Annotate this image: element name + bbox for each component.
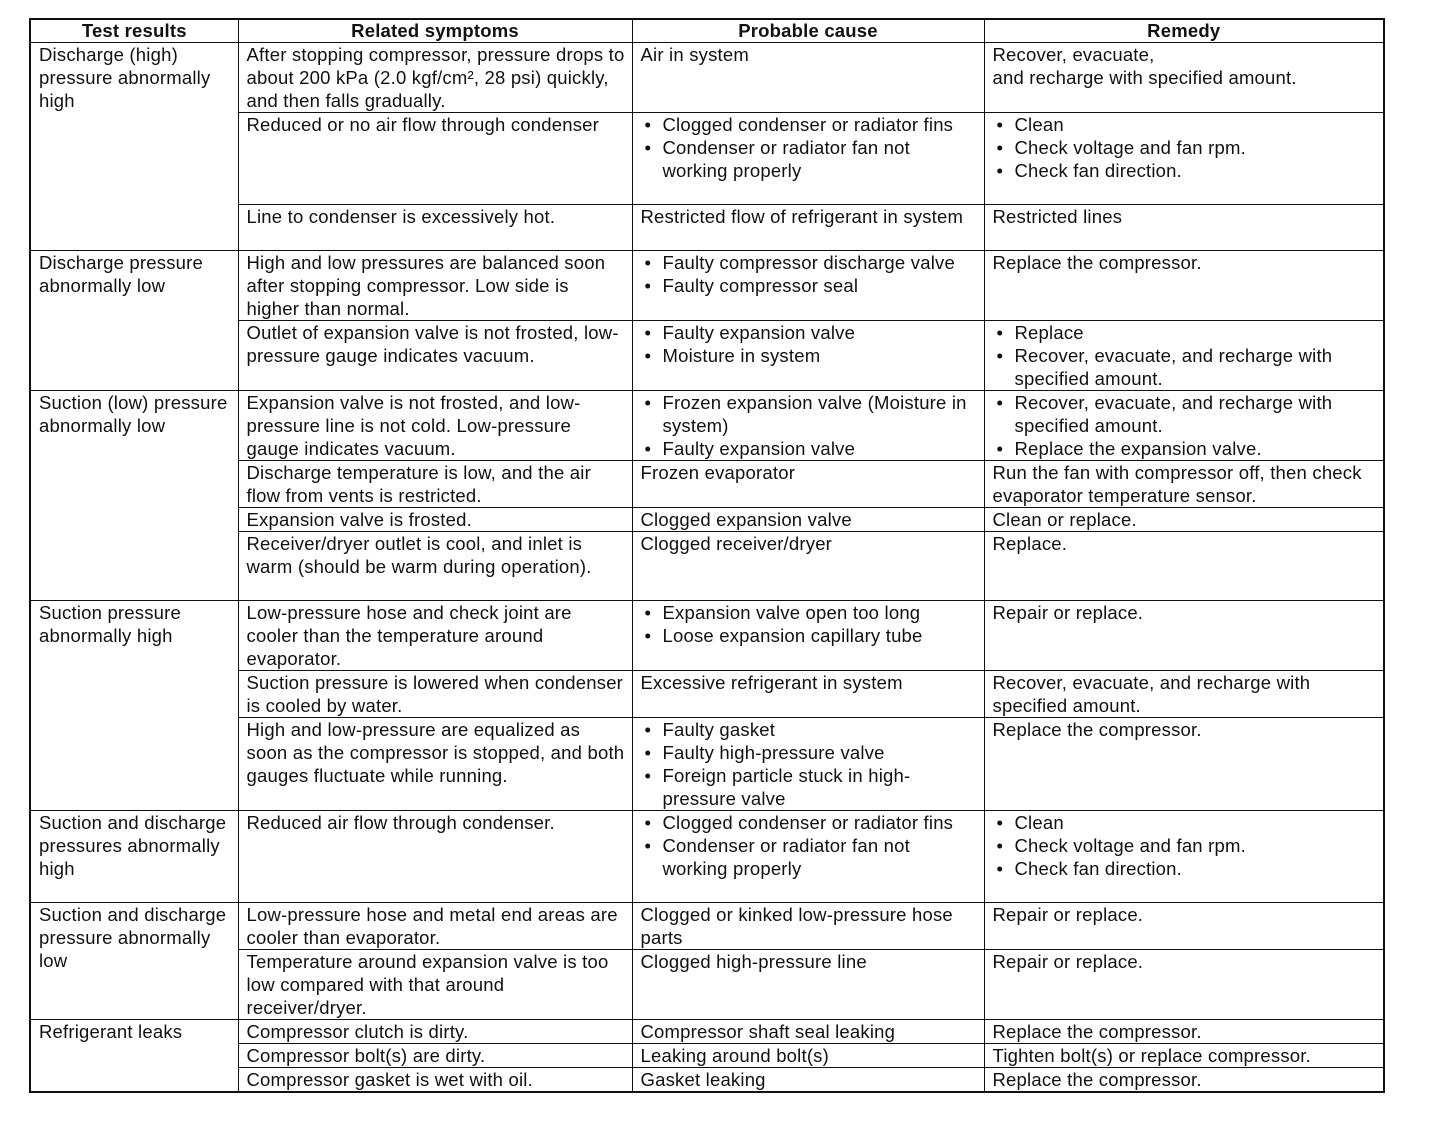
remedy-item: • Check voltage and fan rpm.: [993, 834, 1378, 857]
table-body: [30, 43, 1384, 1093]
cause-list: [641, 718, 978, 810]
cause-item: • Faulty compressor seal: [641, 274, 978, 297]
symptom-cell: Reduced air flow through condenser.: [238, 811, 632, 903]
cause-cell: [632, 532, 984, 601]
cause-text: Leaking around bolt(s): [640, 1045, 829, 1066]
remedy-item: • Check fan direction.: [993, 159, 1378, 182]
cause-text: Clogged high-pressure line: [640, 951, 867, 972]
remedy-list: [993, 43, 1378, 89]
troubleshooting-table: [29, 18, 1385, 1093]
remedy-cell: [984, 508, 1384, 532]
remedy-item: and recharge with specified amount.: [992, 67, 1297, 88]
cause-text: Clogged expansion valve: [640, 509, 852, 530]
test-result-cell: Refrigerant leaks: [30, 1020, 238, 1093]
remedy-text: Replace the compressor.: [992, 1069, 1202, 1090]
cause-cell: [632, 113, 984, 205]
remedy-cell: [984, 391, 1384, 461]
remedy-text: Recover, evacuate, and recharge with specified amount.: [992, 672, 1311, 716]
cause-cell: [632, 461, 984, 508]
cause-item: • Clogged condenser or radiator fins: [641, 811, 978, 834]
cause-cell: [632, 718, 984, 811]
table-row: [30, 391, 1384, 461]
remedy-item: • Replace the expansion valve.: [993, 437, 1378, 460]
table-header: [30, 19, 1384, 43]
test-result-cell: Discharge pressure abnormally low: [30, 251, 238, 391]
troubleshooting-table-container: [29, 18, 1383, 1093]
cause-cell: [632, 1068, 984, 1093]
remedy-item: • Recover, evacuate, and recharge with specified amount.: [993, 391, 1378, 437]
header-row: [30, 19, 1384, 43]
remedy-item: • Clean: [993, 113, 1378, 136]
header-remedy: Remedy: [984, 19, 1384, 43]
cause-cell: [632, 251, 984, 321]
cause-text: Compressor shaft seal leaking: [640, 1021, 896, 1042]
cause-item: • Faulty gasket: [641, 718, 978, 741]
remedy-text: Restricted lines: [992, 206, 1123, 227]
remedy-item: • Check fan direction.: [993, 857, 1378, 880]
symptom-cell: Receiver/dryer outlet is cool, and inlet is warm (should be warm during operation).: [238, 532, 632, 601]
symptom-cell: Outlet of expansion valve is not frosted, low-pressure gauge indicates vacuum.: [238, 321, 632, 391]
test-result-cell: Suction (low) pressure abnormally low: [30, 391, 238, 601]
cause-item: • Loose expansion capillary tube: [641, 624, 978, 647]
header-test-results: Test results: [30, 19, 238, 43]
remedy-item: Recover, evacuate,: [992, 44, 1155, 65]
cause-cell: [632, 205, 984, 251]
cause-text: Air in system: [640, 44, 749, 65]
test-result-cell: Suction and discharge pressure abnormally low: [30, 903, 238, 1020]
remedy-item: • Replace: [993, 321, 1378, 344]
cause-list: [641, 811, 978, 880]
cause-item: • Faulty compressor discharge valve: [641, 251, 978, 274]
cause-cell: [632, 1044, 984, 1068]
remedy-cell: [984, 321, 1384, 391]
cause-text: Excessive refrigerant in system: [640, 672, 903, 693]
cause-item: • Moisture in system: [641, 344, 978, 367]
table-row: [30, 811, 1384, 903]
remedy-text: Clean or replace.: [992, 509, 1137, 530]
cause-list: [641, 391, 978, 460]
symptom-cell: Temperature around expansion valve is too low compared with that around receiver/dryer.: [238, 950, 632, 1020]
table-row: [30, 251, 1384, 321]
test-result-cell: Discharge (high) pressure abnormally high: [30, 43, 238, 251]
test-result-cell: Suction pressure abnormally high: [30, 601, 238, 811]
cause-cell: [632, 950, 984, 1020]
cause-cell: [632, 671, 984, 718]
cause-cell: [632, 811, 984, 903]
cause-item: • Clogged condenser or radiator fins: [641, 113, 978, 136]
cause-cell: [632, 43, 984, 113]
table-row: [30, 601, 1384, 671]
cause-cell: [632, 508, 984, 532]
remedy-text: Repair or replace.: [992, 602, 1144, 623]
remedy-list: [993, 391, 1378, 460]
symptom-cell: After stopping compressor, pressure drops to about 200 kPa (2.0 kgf/cm², 28 psi) quickly, and then falls gradually.: [238, 43, 632, 113]
remedy-text: Replace the compressor.: [992, 719, 1202, 740]
remedy-list: [993, 811, 1378, 880]
remedy-cell: [984, 461, 1384, 508]
cause-cell: [632, 903, 984, 950]
symptom-cell: Expansion valve is frosted.: [238, 508, 632, 532]
cause-text: Gasket leaking: [640, 1069, 766, 1090]
cause-list: [641, 601, 978, 647]
remedy-cell: [984, 1068, 1384, 1093]
header-related-symptoms: Related symptoms: [238, 19, 632, 43]
cause-item: • Faulty expansion valve: [641, 437, 978, 460]
cause-cell: [632, 1020, 984, 1044]
remedy-text: Run the fan with compressor off, then check evaporator temperature sensor.: [992, 462, 1362, 506]
remedy-cell: [984, 601, 1384, 671]
symptom-cell: Line to condenser is excessively hot.: [238, 205, 632, 251]
table-row: [30, 43, 1384, 113]
remedy-cell: [984, 950, 1384, 1020]
remedy-item: • Clean: [993, 811, 1378, 834]
cause-item: • Expansion valve open too long: [641, 601, 978, 624]
cause-text: Clogged or kinked low-pressure hose parts: [640, 904, 953, 948]
table-row: [30, 903, 1384, 950]
remedy-cell: [984, 903, 1384, 950]
remedy-text: Repair or replace.: [992, 951, 1144, 972]
cause-item: • Foreign particle stuck in high-pressure valve: [641, 764, 978, 810]
symptom-cell: Discharge temperature is low, and the air flow from vents is restricted.: [238, 461, 632, 508]
cause-text: Clogged receiver/dryer: [640, 533, 833, 554]
remedy-cell: [984, 532, 1384, 601]
remedy-text: Replace the compressor.: [992, 1021, 1202, 1042]
remedy-item: • Check voltage and fan rpm.: [993, 136, 1378, 159]
symptom-cell: High and low pressures are balanced soon after stopping compressor. Low side is higher than normal.: [238, 251, 632, 321]
cause-item: • Condenser or radiator fan not working properly: [641, 834, 978, 880]
symptom-cell: Compressor clutch is dirty.: [238, 1020, 632, 1044]
remedy-cell: [984, 205, 1384, 251]
symptom-cell: Low-pressure hose and metal end areas are cooler than evaporator.: [238, 903, 632, 950]
test-result-cell: Suction and discharge pressures abnormally high: [30, 811, 238, 903]
cause-cell: [632, 391, 984, 461]
symptom-cell: Compressor bolt(s) are dirty.: [238, 1044, 632, 1068]
cause-item: • Faulty high-pressure valve: [641, 741, 978, 764]
remedy-text: Replace.: [992, 533, 1068, 554]
header-probable-cause: Probable cause: [632, 19, 984, 43]
remedy-list: [993, 113, 1378, 182]
cause-item: • Condenser or radiator fan not working properly: [641, 136, 978, 182]
remedy-cell: [984, 113, 1384, 205]
cause-list: [641, 321, 978, 367]
cause-item: • Faulty expansion valve: [641, 321, 978, 344]
remedy-cell: [984, 1044, 1384, 1068]
remedy-cell: [984, 811, 1384, 903]
remedy-text: Replace the compressor.: [992, 252, 1202, 273]
symptom-cell: Compressor gasket is wet with oil.: [238, 1068, 632, 1093]
symptom-cell: High and low-pressure are equalized as soon as the compressor is stopped, and both gauges fluctuate while running.: [238, 718, 632, 811]
cause-text: Restricted flow of refrigerant in system: [640, 206, 964, 227]
table-row: [30, 1020, 1384, 1044]
cause-list: [641, 113, 978, 182]
remedy-cell: [984, 1020, 1384, 1044]
cause-cell: [632, 601, 984, 671]
remedy-list: [993, 321, 1378, 390]
remedy-cell: [984, 251, 1384, 321]
cause-list: [641, 251, 978, 297]
remedy-text: Tighten bolt(s) or replace compressor.: [992, 1045, 1311, 1066]
cause-cell: [632, 321, 984, 391]
remedy-cell: [984, 671, 1384, 718]
remedy-text: Repair or replace.: [992, 904, 1144, 925]
remedy-cell: [984, 43, 1384, 113]
symptom-cell: Low-pressure hose and check joint are cooler than the temperature around evaporator.: [238, 601, 632, 671]
cause-item: • Frozen expansion valve (Moisture in system): [641, 391, 978, 437]
symptom-cell: Suction pressure is lowered when condenser is cooled by water.: [238, 671, 632, 718]
symptom-cell: Expansion valve is not frosted, and low-pressure line is not cold. Low-pressure gauge indicates vacuum.: [238, 391, 632, 461]
cause-text: Frozen evaporator: [640, 462, 796, 483]
remedy-cell: [984, 718, 1384, 811]
symptom-cell: Reduced or no air flow through condenser: [238, 113, 632, 205]
remedy-item: • Recover, evacuate, and recharge with specified amount.: [993, 344, 1378, 390]
